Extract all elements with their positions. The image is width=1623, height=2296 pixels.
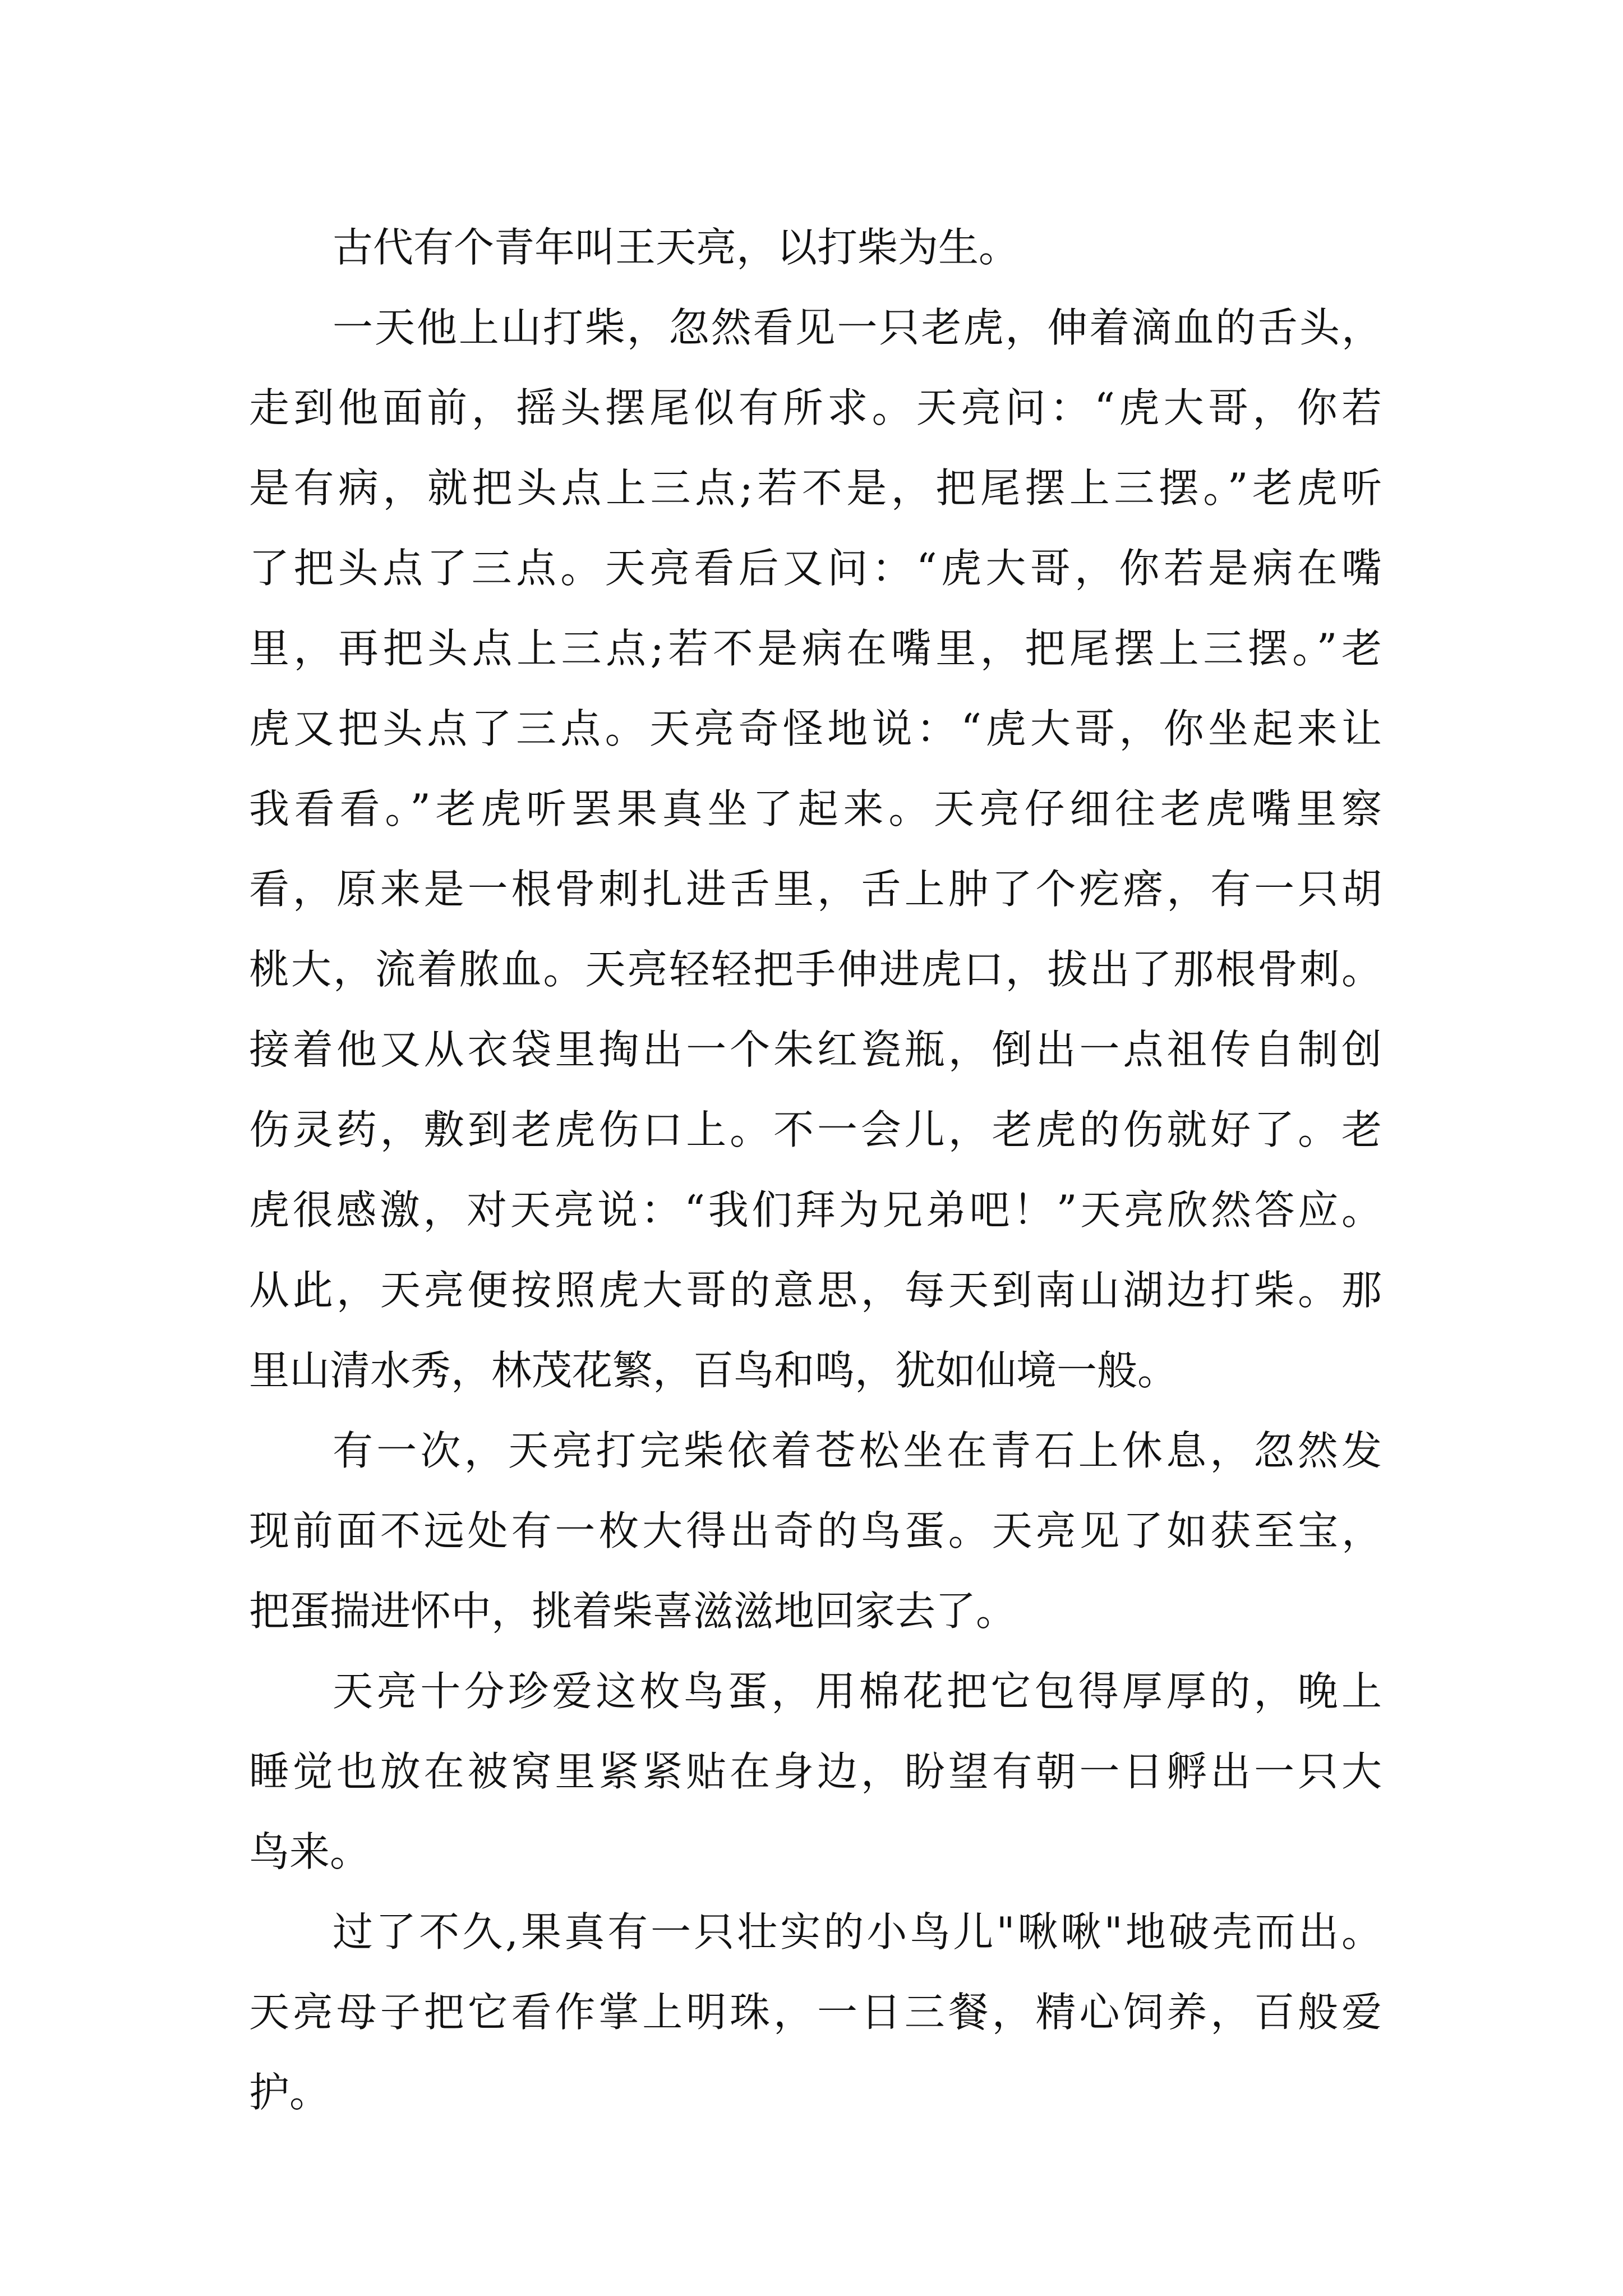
text-line: 从此，天亮便按照虎大哥的意思，每天到南山湖边打柴。那 [249, 1267, 1382, 1314]
text-line: 接着他又从衣袋里掏出一个朱红瓷瓶，倒出一点祖传自制创 [249, 1026, 1382, 1073]
text-line: 鸟来。 [249, 1828, 371, 1875]
text-line: 现前面不远处有一枚大得出奇的鸟蛋。天亮见了如获至宝， [249, 1507, 1382, 1554]
text-line: 有一次，天亮打完柴依着苍松坐在青石上休息，忽然发 [333, 1427, 1382, 1474]
text-line: 里山清水秀，林茂花繁，百鸟和鸣，犹如仙境一般。 [249, 1347, 1178, 1394]
text-line: 睡觉也放在被窝里紧紧贴在身边，盼望有朝一日孵出一只大 [249, 1748, 1382, 1795]
paragraph [249, 288, 1382, 1411]
text-line: 了把头点了三点。天亮看后又问：“虎大哥，你若是病在嘴 [249, 545, 1382, 592]
text-line: 过了不久,果真有一只壮实的小鸟儿"啾啾"地破壳而出。 [333, 1908, 1382, 1955]
paragraph [249, 208, 1382, 288]
text-line: 是有病，就把头点上三点;若不是，把尾摆上三摆。”老虎听 [249, 464, 1382, 512]
text-line: 把蛋揣进怀中，挑着柴喜滋滋地回家去了。 [249, 1588, 1017, 1635]
text-line: 古代有个青年叫王天亮，以打柴为生。 [333, 224, 1020, 271]
text-line: 天亮母子把它看作掌上明珠，一日三餐，精心饲养，百般爱 [249, 1989, 1382, 2036]
text-line: 天亮十分珍爱这枚鸟蛋，用棉花把它包得厚厚的，晚上 [333, 1668, 1382, 1715]
paragraph [249, 1892, 1382, 2133]
text-line: 我看看。”老虎听罢果真坐了起来。天亮仔细往老虎嘴里察 [249, 785, 1382, 832]
text-line: 虎很感激，对天亮说：“我们拜为兄弟吧！”天亮欣然答应。 [249, 1186, 1382, 1234]
paragraph [249, 1411, 1382, 1651]
text-line: 看，原来是一根骨刺扎进舌里，舌上肿了个疙瘩，有一只胡 [249, 866, 1382, 913]
text-line: 一天他上山打柴，忽然看见一只老虎，伸着滴血的舌头， [333, 304, 1382, 351]
text-line: 走到他面前，摇头摆尾似有所求。天亮问：“虎大哥，你若 [249, 384, 1382, 431]
paragraph [249, 1651, 1382, 1892]
text-line: 伤灵药，敷到老虎伤口上。不一会儿，老虎的伤就好了。老 [249, 1106, 1382, 1153]
story-text [249, 208, 1382, 2133]
text-line: 里，再把头点上三点;若不是病在嘴里，把尾摆上三摆。”老 [249, 625, 1382, 672]
text-line: 桃大，流着脓血。天亮轻轻把手伸进虎口，拔出了那根骨刺。 [249, 946, 1382, 993]
text-line: 护。 [249, 2069, 330, 2116]
text-line: 虎又把头点了三点。天亮奇怪地说：“虎大哥，你坐起来让 [249, 705, 1382, 752]
